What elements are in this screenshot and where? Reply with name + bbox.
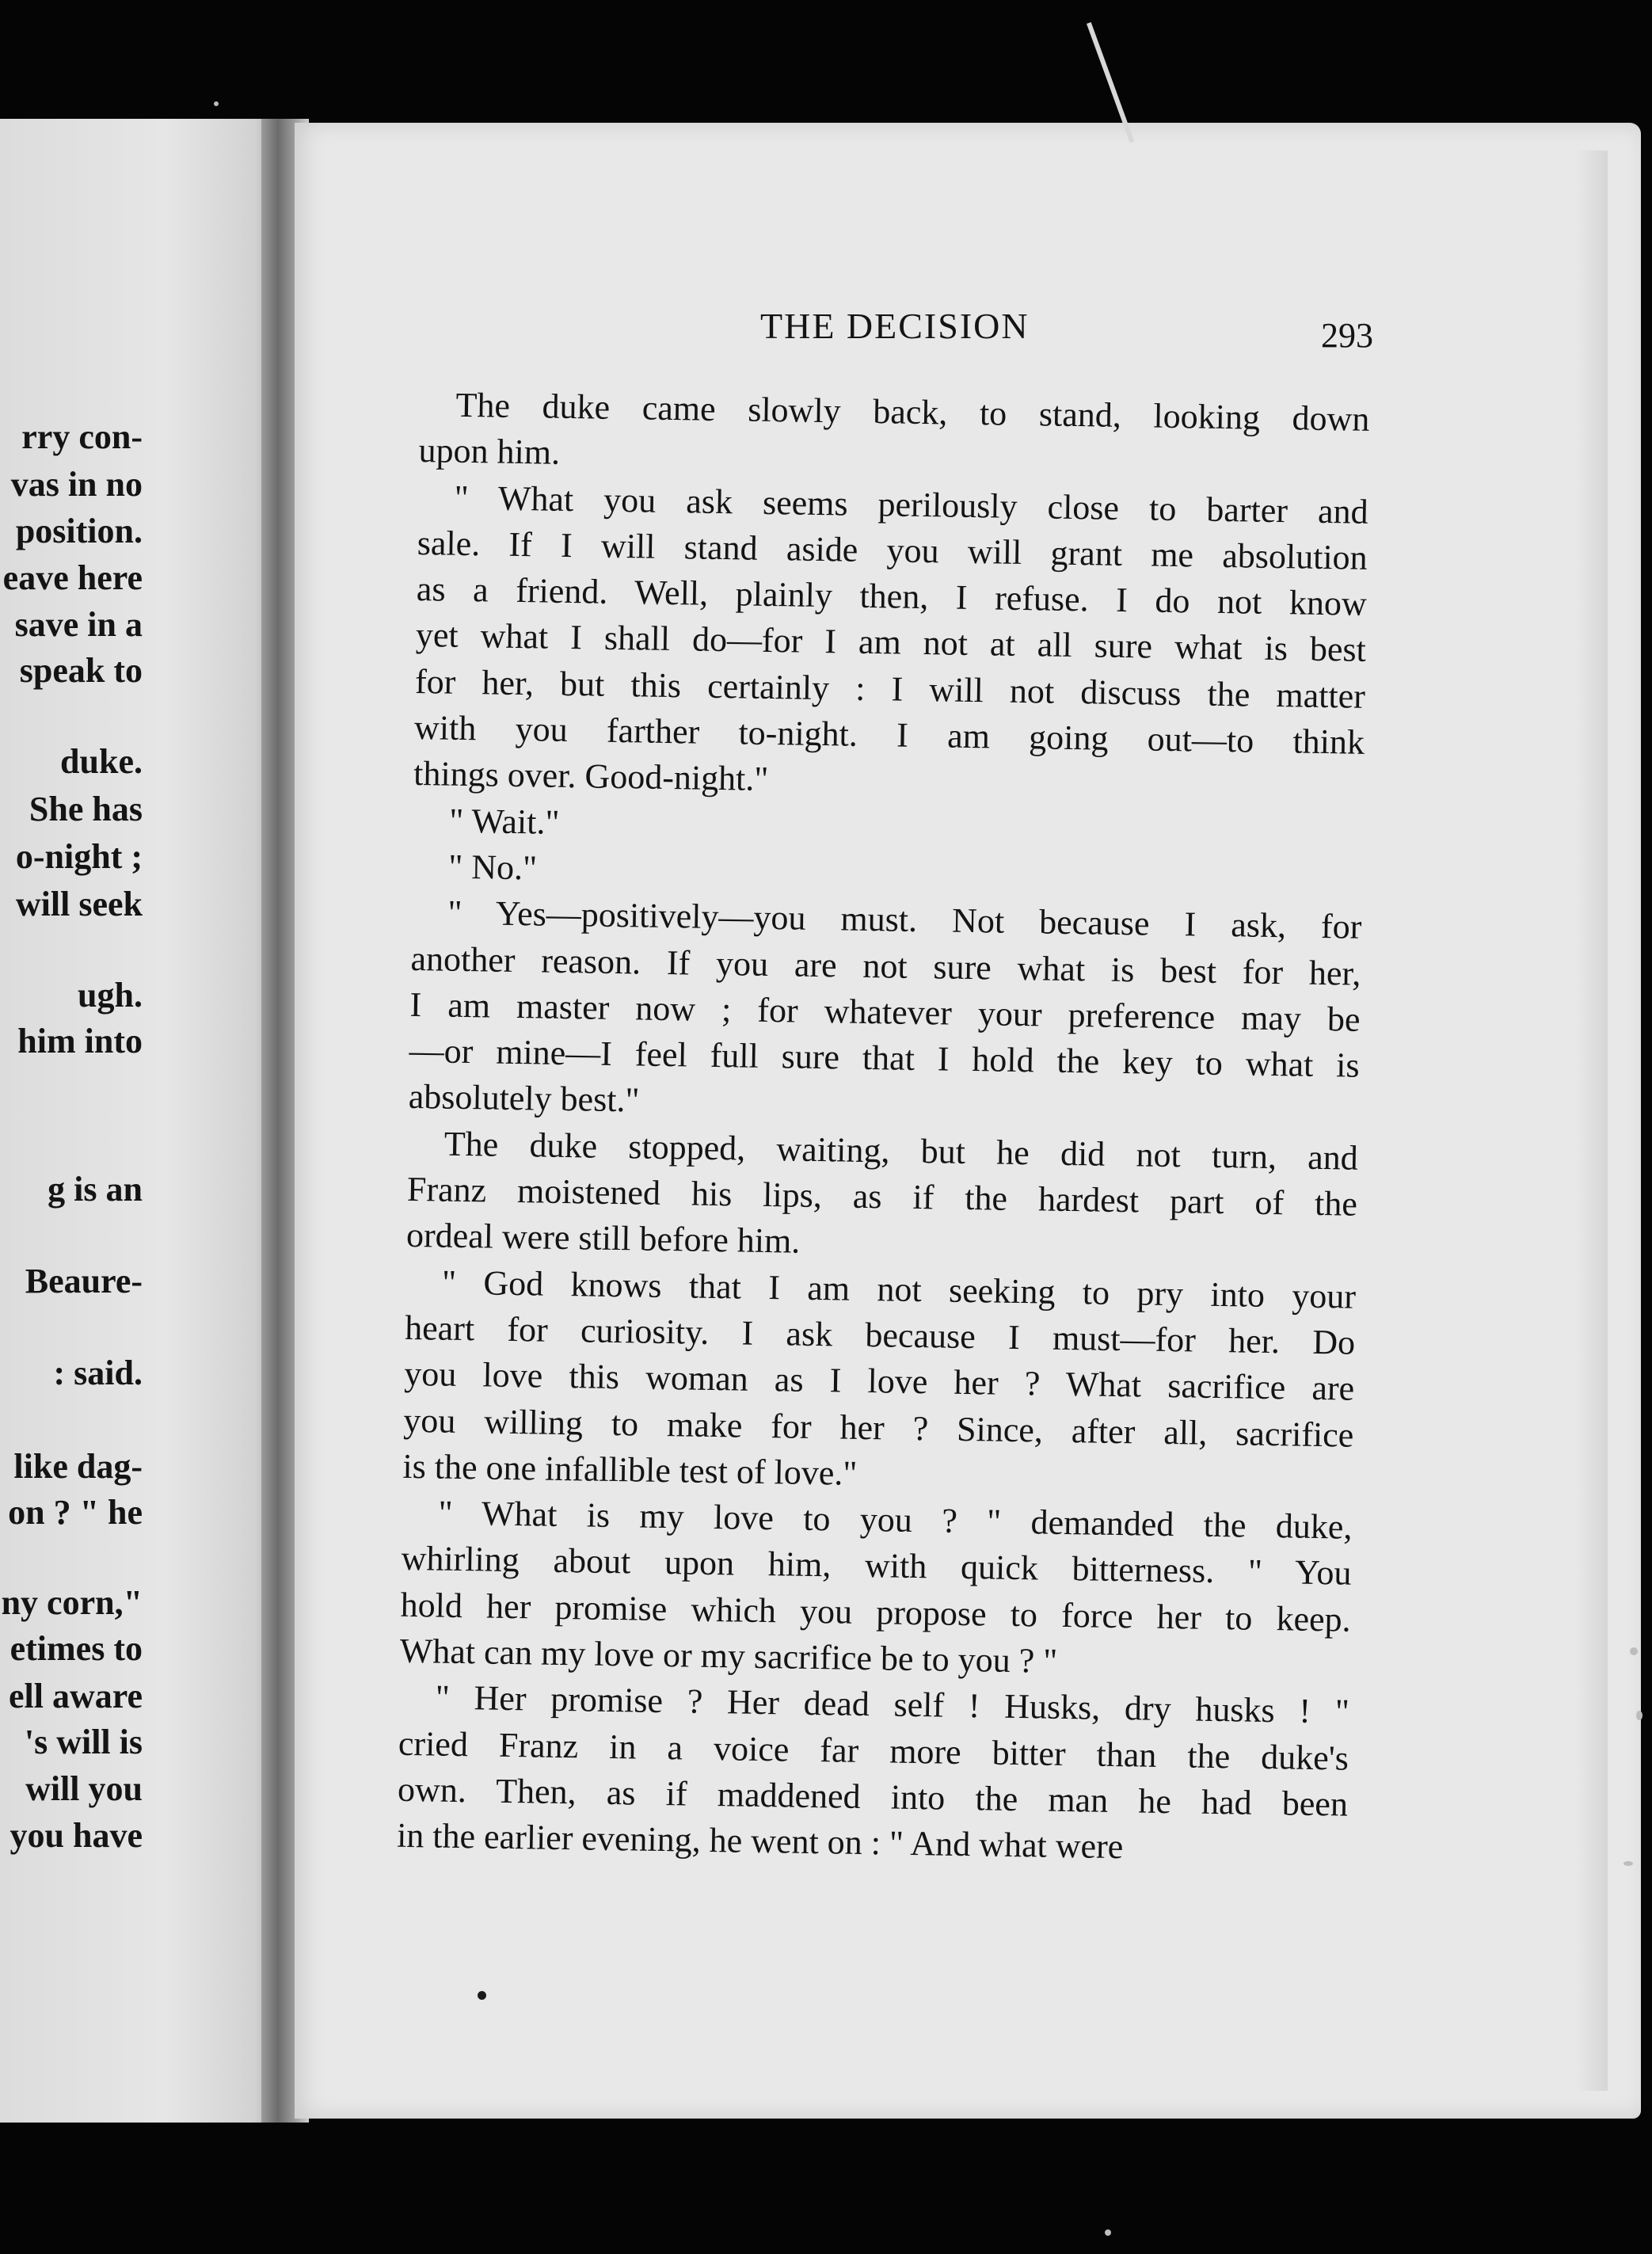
left-page-line: 's will is (24, 1723, 143, 1761)
left-page-line: ny corn," (1, 1583, 143, 1622)
body-line: —or mine—I feel full sure that I hold the key to what is (409, 1031, 1360, 1085)
body-line: What can my love or my sacrifice be to you ? " (399, 1631, 1058, 1681)
body-line: " Yes—positively—you must. Not because I ask, for (447, 893, 1362, 947)
body-line: I am master now ; for whatever your preference may be (409, 984, 1361, 1039)
page-edge-shadow (1576, 150, 1608, 2091)
body-line: with you farther to-night. I am going out—to think (413, 708, 1365, 762)
body-line: is the one infallible test of love." (402, 1446, 858, 1493)
left-page-line: on ? " he (8, 1493, 143, 1532)
body-line: hold her promise which you propose to force her to keep. (400, 1585, 1351, 1639)
left-page-line: ell aware (8, 1677, 143, 1715)
left-page-line: you have (10, 1816, 143, 1855)
body-line: you willing to make for her ? Since, after all, sacrifice (403, 1400, 1354, 1455)
left-page-line: speak to (19, 651, 143, 690)
body-line: absolutely best." (408, 1077, 640, 1120)
body-text (397, 382, 1370, 1874)
left-page-line: save in a (14, 605, 143, 644)
left-page-line: will you (25, 1769, 143, 1808)
left-page-line: like dag- (13, 1447, 143, 1486)
body-line: The duke came slowly back, to stand, looking down (455, 385, 1370, 439)
body-line: you love this woman as I love her ? What sacrifice are (403, 1354, 1355, 1408)
left-page-line: him into (17, 1022, 143, 1060)
body-line: Franz moistened his lips, as if the hardest part of the (406, 1169, 1358, 1224)
body-line: ordeal were still before him. (405, 1216, 801, 1262)
left-page-line: will seek (15, 885, 143, 923)
body-line: cried Franz in a voice far more bitter than the duke's (398, 1723, 1349, 1778)
body-line: The duke stopped, waiting, but he did not turn, and (443, 1124, 1359, 1178)
left-page-line: vas in no (10, 465, 143, 504)
body-line: " What is my love to you ? " demanded the duke, (438, 1493, 1353, 1547)
running-head: THE DECISION (760, 306, 1030, 346)
body-line: " God knows that I am not seeking to pry into your (441, 1262, 1357, 1316)
ink-dot (478, 1991, 486, 2000)
body-line: sale. If I will stand aside you will grant me absolution (417, 523, 1368, 577)
body-line: another reason. If you are not sure what is best for her, (410, 939, 1361, 993)
body-line: in the earlier evening, he went on : " And what were (396, 1815, 1124, 1867)
body-line: upon him. (418, 431, 561, 473)
left-page-line: eave here (2, 558, 143, 597)
left-page-line: She has (29, 790, 143, 828)
body-line: yet what I shall do—for I am not at all sure what is best (415, 615, 1367, 670)
left-page-line: : said. (53, 1354, 143, 1392)
body-line: things over. Good-night." (413, 754, 769, 799)
body-line: " What you ask seems perilously close to barter and (454, 478, 1368, 531)
body-line: as a friend. Well, plainly then, I refuse. I do not know (416, 569, 1368, 624)
body-line: whirling about upon him, with quick bitterness. " You (401, 1539, 1352, 1593)
body-line: " Wait." (448, 801, 560, 842)
left-page-line: Beaure- (25, 1262, 143, 1300)
body-line: " No." (448, 847, 538, 888)
page-number: 293 (1321, 316, 1373, 355)
left-page-line: duke. (60, 742, 143, 781)
body-line: for her, but this certainly : I will not discuss the matter (414, 661, 1366, 716)
body-line: heart for curiosity. I ask because I must—for her. Do (404, 1308, 1356, 1362)
left-page-line: o-night ; (15, 837, 143, 876)
left-page-line: rry con- (21, 417, 143, 456)
left-page-line: position. (15, 512, 143, 550)
left-page-line: etimes to (10, 1629, 143, 1668)
body-line: " Her promise ? Her dead self ! Husks, dry husks ! " (435, 1677, 1350, 1731)
body-line: own. Then, as if maddened into the man he had been (397, 1769, 1349, 1824)
left-page-line: ugh. (78, 976, 143, 1015)
left-page-line: g is an (48, 1170, 143, 1209)
